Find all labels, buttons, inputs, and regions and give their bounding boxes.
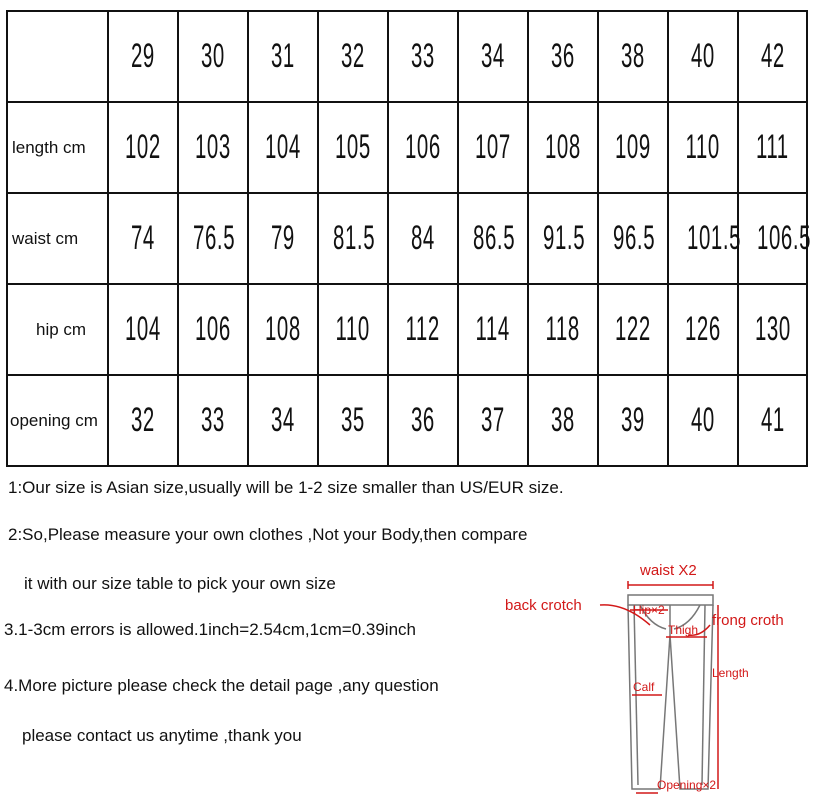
diagram-thigh-label: Thigh [668, 623, 699, 637]
row-label-opening: opening cm [7, 375, 108, 466]
length-row [7, 102, 807, 193]
table-cell: 33 [178, 375, 248, 466]
size-header-cell: 33 [388, 11, 458, 102]
row-label-hip: hip cm [7, 284, 108, 375]
diagram-length-label: Length [712, 666, 749, 680]
size-header-cell: 32 [318, 11, 388, 102]
table-cell: 130 [738, 284, 807, 375]
table-cell: 81.5 [318, 193, 388, 284]
table-cell: 34 [248, 375, 318, 466]
table-cell: 32 [108, 375, 178, 466]
size-header-cell: 42 [738, 11, 807, 102]
table-cell: 111 [738, 102, 807, 193]
table-cell: 91.5 [528, 193, 598, 284]
table-cell: 110 [668, 102, 738, 193]
size-header-cell: 30 [178, 11, 248, 102]
table-cell: 38 [528, 375, 598, 466]
size-table-container [6, 10, 812, 465]
note-4: 4.More picture please check the detail page ,any question [4, 676, 439, 695]
row-label-waist: waist cm [7, 193, 108, 284]
table-cell: 76.5 [178, 193, 248, 284]
table-cell: 107 [458, 102, 528, 193]
hip-row [7, 284, 807, 375]
table-cell: 79 [248, 193, 318, 284]
table-cell: 109 [598, 102, 668, 193]
table-cell: 86.5 [458, 193, 528, 284]
row-label-length: length cm [7, 102, 108, 193]
table-cell: 74 [108, 193, 178, 284]
table-cell: 103 [178, 102, 248, 193]
diagram-waist-label: waist X2 [640, 562, 697, 579]
table-cell: 112 [388, 284, 458, 375]
header-blank-cell [7, 11, 108, 102]
pants-measurement-diagram [500, 555, 800, 800]
size-header-cell: 40 [668, 11, 738, 102]
diagram-back-crotch-label: back crotch [505, 597, 582, 614]
table-cell: 101.5 [668, 193, 738, 284]
table-cell: 106 [178, 284, 248, 375]
table-cell: 108 [248, 284, 318, 375]
pants-outline-icon [500, 555, 800, 800]
table-cell: 84 [388, 193, 458, 284]
size-header-row [7, 11, 807, 102]
table-cell: 39 [598, 375, 668, 466]
diagram-opening-label: Opening×2 [657, 778, 717, 792]
size-header-cell: 34 [458, 11, 528, 102]
note-3: 3.1-3cm errors is allowed.1inch=2.54cm,1cm=0.39inch [4, 620, 416, 639]
table-cell: 36 [388, 375, 458, 466]
table-cell: 102 [108, 102, 178, 193]
table-cell: 96.5 [598, 193, 668, 284]
table-cell: 106 [388, 102, 458, 193]
note-2: 2:So,Please measure your own clothes ,Not your Body,then compare [8, 525, 528, 544]
opening-row [7, 375, 807, 466]
size-header-cell: 29 [108, 11, 178, 102]
size-header-cell: 36 [528, 11, 598, 102]
note-4-continued: please contact us anytime ,thank you [22, 726, 302, 745]
size-header-cell: 38 [598, 11, 668, 102]
table-cell: 41 [738, 375, 807, 466]
diagram-calf-label: Calf [633, 680, 655, 694]
table-cell: 106.5 [738, 193, 807, 284]
table-cell: 118 [528, 284, 598, 375]
table-cell: 35 [318, 375, 388, 466]
table-cell: 126 [668, 284, 738, 375]
table-cell: 37 [458, 375, 528, 466]
table-cell: 108 [528, 102, 598, 193]
table-cell: 110 [318, 284, 388, 375]
table-cell: 104 [248, 102, 318, 193]
size-header-cell: 31 [248, 11, 318, 102]
table-cell: 40 [668, 375, 738, 466]
table-cell: 104 [108, 284, 178, 375]
table-cell: 114 [458, 284, 528, 375]
diagram-front-crotch-label: frong croth [712, 612, 784, 629]
waist-row [7, 193, 807, 284]
note-2-continued: it with our size table to pick your own size [24, 574, 336, 593]
table-cell: 122 [598, 284, 668, 375]
table-cell: 105 [318, 102, 388, 193]
size-table [6, 10, 812, 467]
note-1: 1:Our size is Asian size,usually will be 1-2 size smaller than US/EUR size. [8, 478, 564, 497]
diagram-hip-label: Hip×2 [633, 603, 665, 617]
